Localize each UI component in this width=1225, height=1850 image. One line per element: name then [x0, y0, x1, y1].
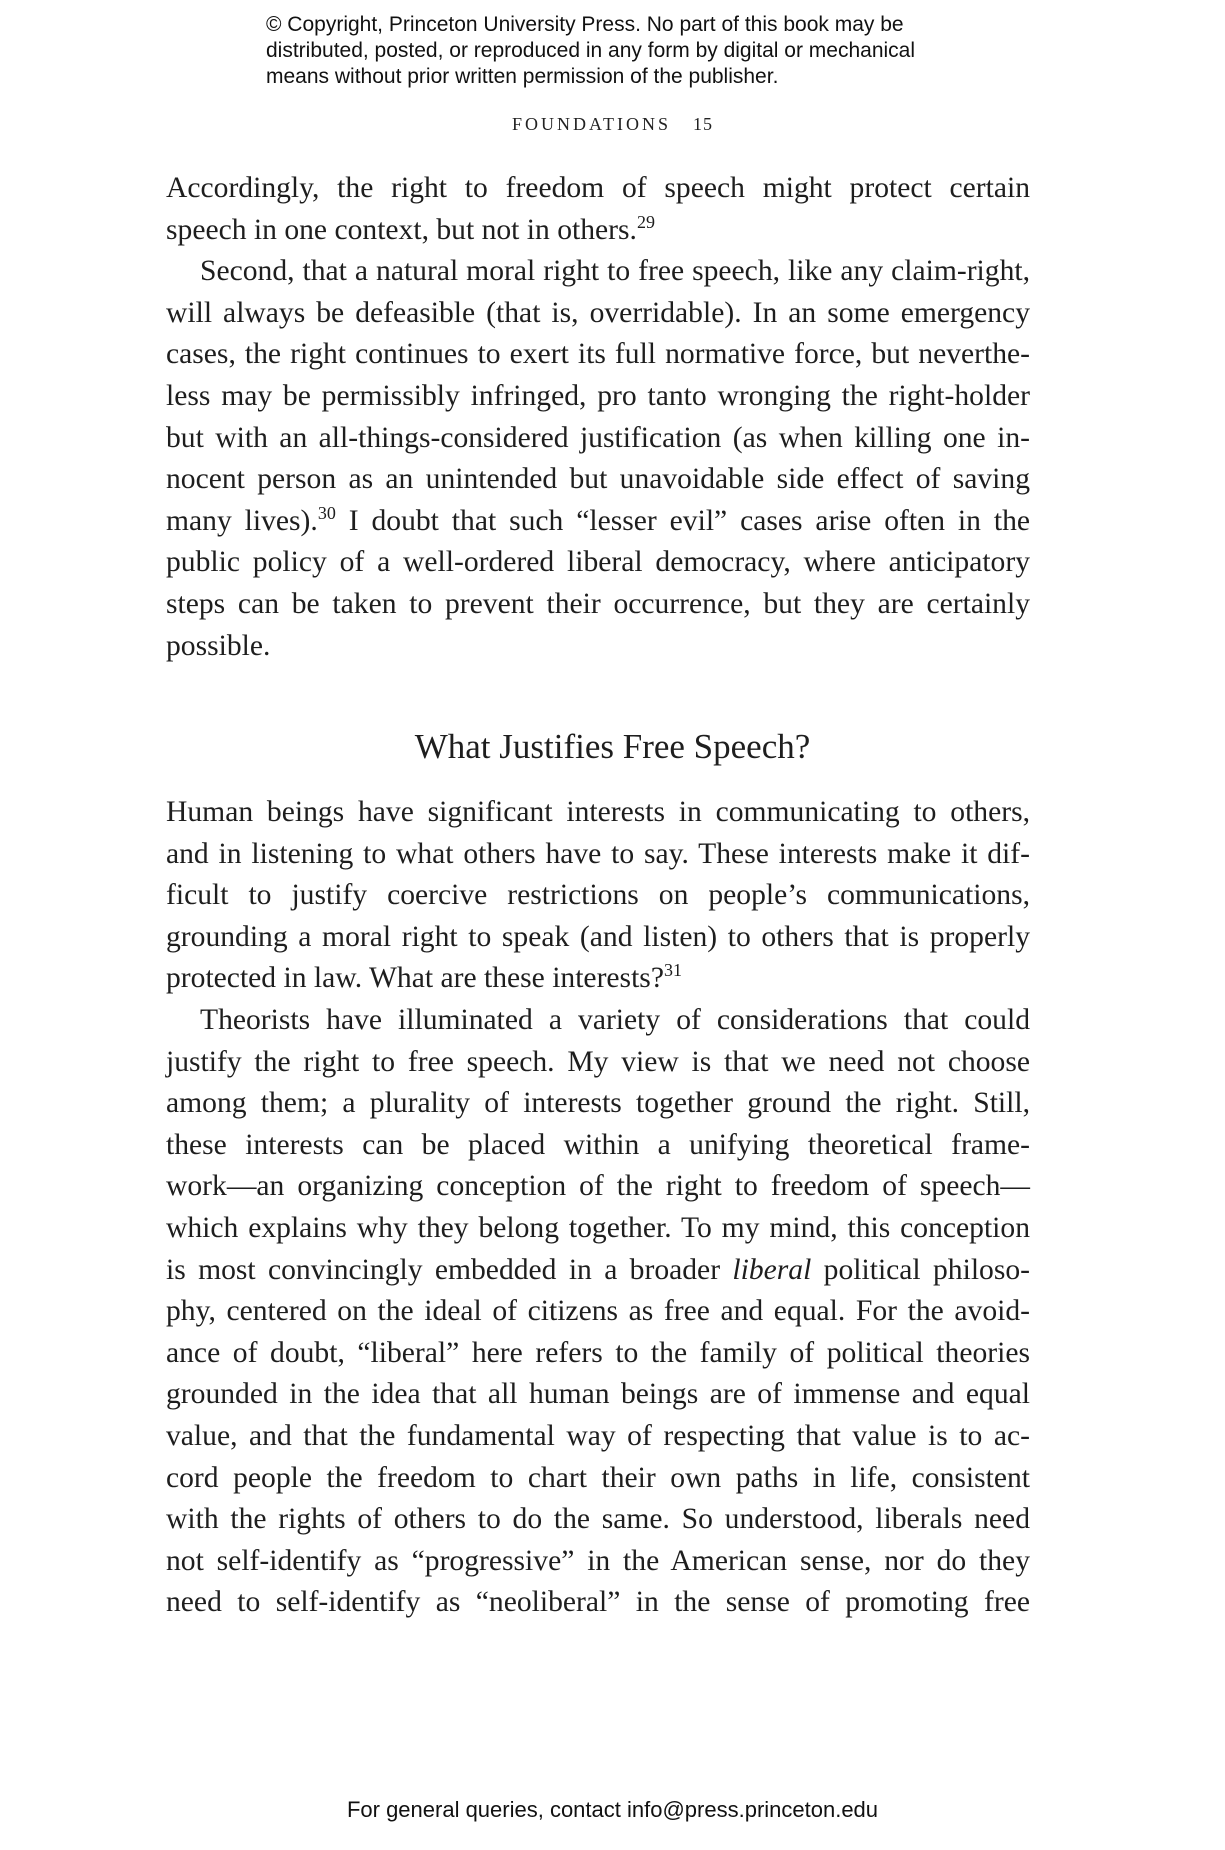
- text-line: nocent person as an unintended but unavoidable side effect of saving: [166, 463, 1030, 496]
- text-run: many lives).: [166, 504, 318, 537]
- page-number: 15: [693, 114, 713, 134]
- text-line: and in listening to what others have to say. These interests make it dif-: [166, 837, 1030, 870]
- section-2-text: [166, 792, 1030, 1624]
- text-line: among them; a plurality of interests together ground the right. Still,: [166, 1087, 1030, 1120]
- text-line: [166, 210, 1030, 252]
- text-line: cord people the freedom to chart their own paths in life, consistent: [166, 1461, 1030, 1494]
- copyright-line: distributed, posted, or reproduced in any form by digital or mechanical: [266, 39, 916, 62]
- text-line: public policy of a well-ordered liberal democracy, where anticipatory: [166, 546, 1030, 579]
- text-line: possible.: [166, 629, 271, 662]
- copyright-notice: [266, 12, 1026, 90]
- text-line: which explains why they belong together. To my mind, this conception: [166, 1211, 1030, 1244]
- text-line: grounding a moral right to speak (and listen) to others that is properly: [166, 920, 1030, 953]
- text-line: need to self-identify as “neoliberal” in the sense of promoting free: [166, 1586, 1030, 1619]
- text-line: these interests can be placed within a unifying theoretical frame-: [166, 1128, 1030, 1161]
- text-line: steps can be taken to prevent their occurrence, but they are certainly: [166, 587, 1030, 620]
- footnote-marker: 29: [636, 211, 655, 232]
- copyright-line: means without prior written permission of the publisher.: [266, 65, 779, 88]
- text-line: phy, centered on the ideal of citizens as free and equal. For the avoid-: [166, 1295, 1030, 1328]
- text-line: Second, that a natural moral right to free speech, like any claim-right,: [200, 255, 1030, 288]
- text-line: ficult to justify coercive restrictions on people’s communications,: [166, 879, 1030, 912]
- text-line: [166, 958, 1030, 1000]
- text-line: [166, 501, 1030, 543]
- text-line: not self-identify as “progressive” in the American sense, nor do they: [166, 1544, 1030, 1577]
- text-line: with the rights of others to do the same. So understood, liberals need: [166, 1503, 1030, 1536]
- footnote-marker: 30: [317, 502, 336, 523]
- section-1-text: [166, 168, 1030, 667]
- running-head-title: FOUNDATIONS: [511, 114, 671, 134]
- paragraph: [166, 792, 1030, 1000]
- text-run: protected in law. What are these interests?: [166, 962, 664, 995]
- footer-contact: For general queries, contact info@press.princeton.edu: [346, 1797, 879, 1822]
- emphasis: liberal: [732, 1253, 812, 1286]
- section-heading: What Justifies Free Speech?: [414, 727, 811, 766]
- text-line: ance of doubt, “liberal” here refers to the family of political theories: [166, 1336, 1030, 1369]
- footnote-marker: 31: [663, 960, 682, 981]
- paragraph: [166, 168, 1030, 251]
- text-line: value, and that the fundamental way of respecting that value is to ac-: [166, 1419, 1030, 1452]
- text-line: justify the right to free speech. My view is that we need not choose: [166, 1045, 1030, 1078]
- text-line: cases, the right continues to exert its full normative force, but neverthe-: [166, 338, 1030, 371]
- paragraph: [166, 1000, 1030, 1624]
- text-line: but with an all-things-considered justification (as when killing one in-: [166, 421, 1030, 454]
- paragraph: [166, 251, 1030, 667]
- text-run: political philoso-: [811, 1253, 1031, 1286]
- text-run: is most convincingly embedded in a broader: [166, 1253, 733, 1286]
- text-line: will always be defeasible (that is, overridable). In an some emergency: [166, 296, 1030, 329]
- copyright-line: © Copyright, Princeton University Press. No part of this book may be: [266, 13, 904, 36]
- text-line: less may be permissibly infringed, pro tanto wronging the right-holder: [166, 379, 1030, 412]
- running-head: [0, 114, 1225, 135]
- text-line: Accordingly, the right to freedom of speech might protect certain: [166, 172, 1030, 204]
- text-line: Theorists have illuminated a variety of considerations that could: [200, 1003, 1030, 1036]
- text-line: grounded in the idea that all human beings are of immense and equal: [166, 1378, 1030, 1411]
- text-run: I doubt that such “lesser evil” cases arise often in the: [335, 504, 1031, 537]
- text-line: Human beings have significant interests in communicating to others,: [166, 796, 1030, 828]
- text-line: work—an organizing conception of the right to freedom of speech—: [166, 1170, 1030, 1203]
- text-line: [166, 1250, 1030, 1292]
- text-run: speech in one context, but not in others.: [166, 213, 637, 246]
